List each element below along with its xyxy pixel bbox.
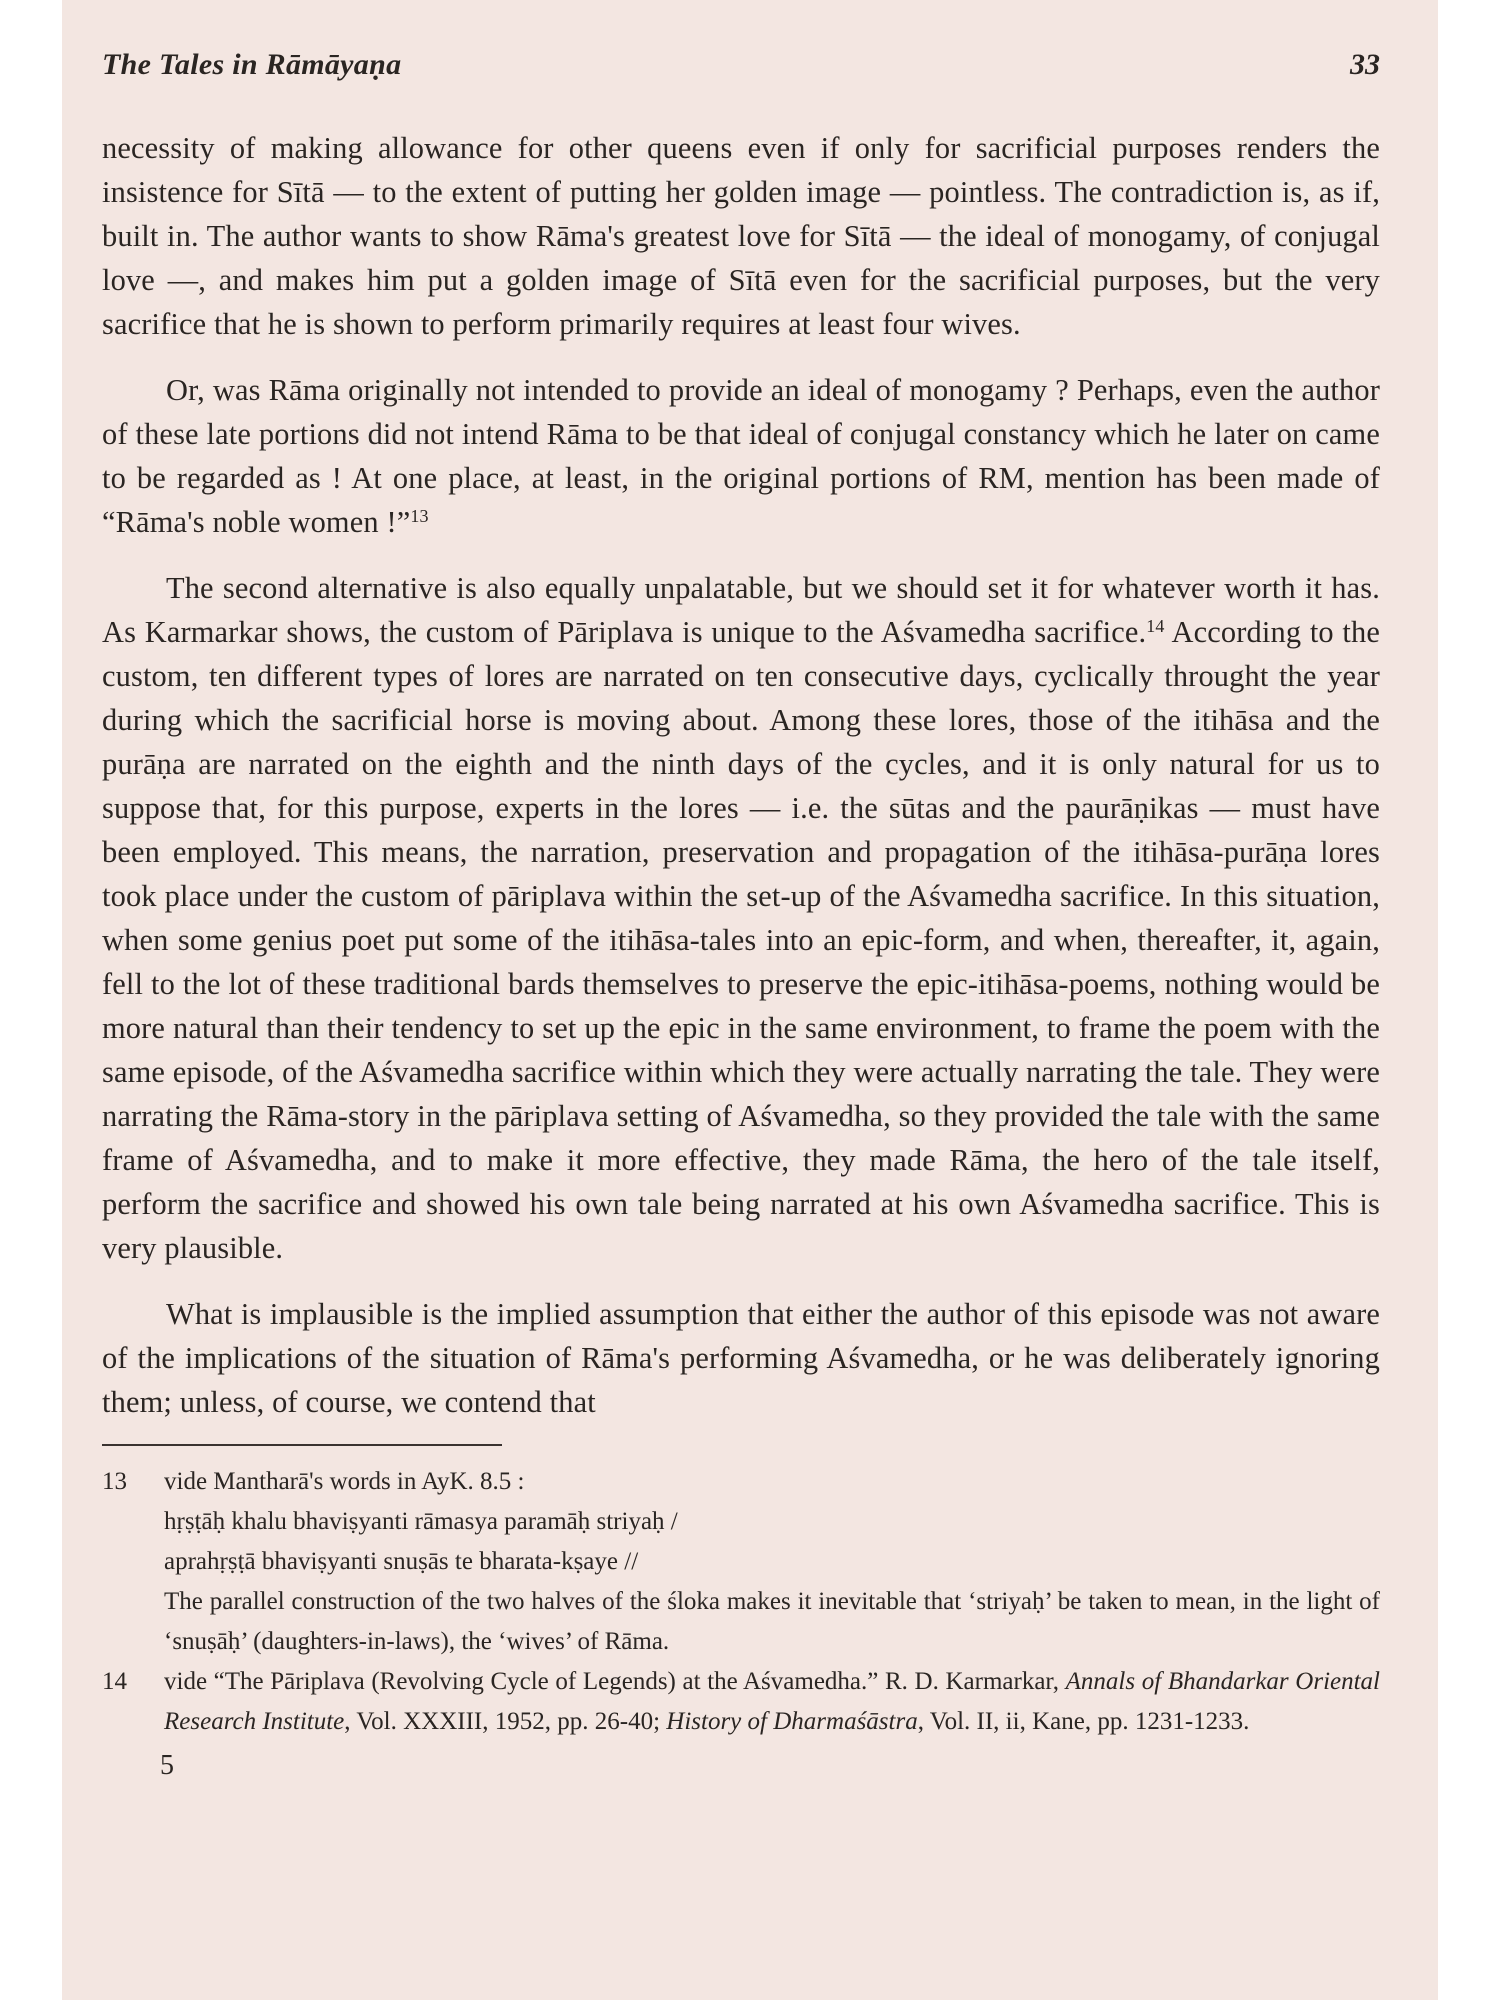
paragraph-4 bbox=[102, 1292, 1380, 1424]
footnote-ref-14: 14 bbox=[1146, 616, 1165, 636]
paragraph-4-text: What is implausible is the implied assumption that either the author of this episode was not aware of the implications of the situation of Rāma's performing Aśvamedha, or he was deliberately ignoring them; unless, of course, we contend that bbox=[102, 1297, 1380, 1419]
footnote-number: 14 bbox=[102, 1668, 127, 1695]
footnote-14 bbox=[102, 1662, 1380, 1742]
book-title: History of Dharmaśāstra bbox=[666, 1708, 918, 1735]
journal-title: Annals of Bhandarkar Oriental Research Institute bbox=[164, 1668, 1380, 1735]
running-title: The Tales in Rāmāyaṇa bbox=[102, 48, 402, 81]
page-number: 33 bbox=[1350, 48, 1380, 81]
footnote-ref-13: 13 bbox=[410, 506, 429, 526]
footnote-citation bbox=[164, 1662, 1380, 1742]
paragraph-3-text-b: According to the custom, ten different types of lores are narrated on ten consecutive days, cyclically throught the year during which the sacrificial horse is moving about. Among these lores, those of the itihāsa and the purāṇa are narrated on the eighth and the ninth days of the cycles, and it is only natural for us to suppose that, for this purpose, experts in the lores — i.e. the sūtas and the paurāṇikas — must have been employed. This means, the narration, preservation and propagation of the itihāsa-purāṇa lores took place under the custom of pāriplava within the set-up of the Aśvamedha sacrifice. In this situation, when some genius poet put some of the itihāsa-tales into an epic-form, and when, thereafter, it, again, fell to the lot of these traditional bards themselves to preserve the epic-itihāsa-poems, nothing would be more natural than their tendency to set up the epic in the same environment, to frame the poem with the same episode, of the Aśvamedha sacrifice within which they were actually narrating the tale. They were narrating the Rāma-story in the pāriplava setting of Aśvamedha, so they provided the tale with the same frame of Aśvamedha, and to make it more effective, they made Rāma, the hero of the tale itself, perform the sacrifice and showed his own tale being narrated at his own Aśvamedha sacrifice. This is very plausible. bbox=[102, 615, 1380, 1265]
citation-text: vide “The Pāriplava (Revolving Cycle of Legends) at the Aśvamedha.” R. D. Karmarkar, bbox=[164, 1668, 1060, 1695]
paragraph-1 bbox=[102, 126, 1380, 346]
footnotes bbox=[102, 1462, 1380, 1742]
footnote-13 bbox=[102, 1462, 1380, 1662]
paragraph-3-text-a: The second alternative is also equally unpalatable, but we should set it for whatever worth it has. As Karmarkar shows, the custom of Pāriplava is unique to the Aśvamedha sacrifice. bbox=[102, 571, 1380, 649]
paragraph-2-text: Or, was Rāma originally not intended to provide an ideal of monogamy ? Perhaps, even the author of these late portions did not intend Rāma to be that ideal of conjugal constancy which he later on came to be regarded as ! At one place, at least, in the original portions of RM, mention has been made of “Rāma's noble women !” bbox=[102, 373, 1380, 539]
footnote-body bbox=[164, 1662, 1380, 1742]
footnote-line: The parallel construction of the two halves of the śloka makes it inevitable that ‘striyaḥ’ be taken to mean, in the light of ‘snuṣāḥ’ (daughters-in-laws), the ‘wives’ of Rāma. bbox=[164, 1588, 1380, 1655]
citation-text: , Vol. XXXIII, 1952, pp. 26-40; bbox=[344, 1708, 661, 1735]
body-text bbox=[102, 126, 1380, 1424]
footnote-number: 13 bbox=[102, 1468, 127, 1495]
footnote-verse-line: hṛṣṭāḥ khalu bhaviṣyanti rāmasya paramāḥ striyaḥ / bbox=[164, 1508, 678, 1535]
footnote-body bbox=[164, 1462, 1380, 1662]
footnote-verse-line: aprahṛṣṭā bhaviṣyanti snuṣās te bharata-kṣaye // bbox=[164, 1548, 639, 1575]
footnote-line: vide Mantharā's words in AyK. 8.5 : bbox=[164, 1468, 525, 1495]
paragraph-3 bbox=[102, 566, 1380, 1270]
paragraph-1-text: necessity of making allowance for other queens even if only for sacrificial purposes renders the insistence for Sītā — to the extent of putting her golden image — pointless. The contradiction is, as if, built in. The author wants to show Rāma's greatest love for Sītā — the ideal of monogamy, of conjugal love —, and makes him put a golden image of Sītā even for the sacrificial purposes, but the very sacrifice that he is shown to perform primarily requires at least four wives. bbox=[102, 131, 1380, 341]
paragraph-2 bbox=[102, 368, 1380, 544]
page-header bbox=[102, 48, 1380, 100]
footnote-divider bbox=[102, 1444, 502, 1446]
book-page bbox=[62, 0, 1438, 2000]
citation-text: , Vol. II, ii, Kane, pp. 1231-1233. bbox=[917, 1708, 1250, 1735]
signature-mark: 5 bbox=[160, 1750, 174, 1781]
